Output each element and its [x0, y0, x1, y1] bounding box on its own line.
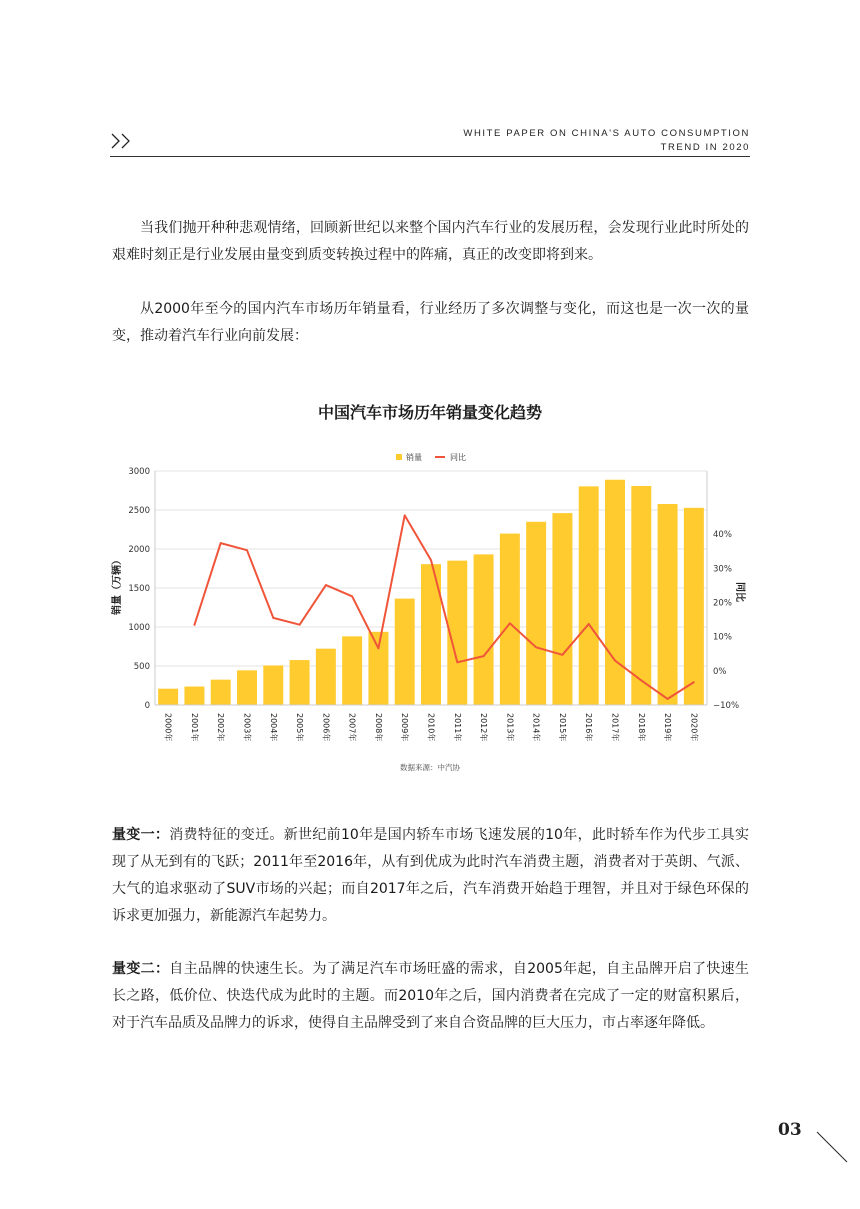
bar — [500, 534, 520, 705]
line-point — [640, 680, 642, 682]
bar — [395, 599, 415, 705]
line-point — [430, 559, 432, 561]
y-tick-label: 0 — [144, 701, 150, 711]
x-tick-label: 2001年 — [189, 713, 199, 742]
bar — [263, 665, 283, 705]
bar — [211, 680, 231, 705]
paragraph-text-1: 消费特征的变迁。新世纪前10年是国内轿车市场飞速发展的10年，此时轿车作为代步工具实现了从无到有的飞跃；2011年至2016年，从有到优成为此时汽车消费主题，消费者对于英朗、气派、大气的追求驱动了SUV市场的兴起；而自2017年之后，汽车消费开始趋于理智，并且对于绿色环保的诉求更加强力，新能源汽车起势力。 — [112, 827, 749, 924]
header-line-1: WHITE PAPER ON CHINA'S AUTO CONSUMPTION — [463, 128, 750, 139]
y-tick-label: 500 — [133, 662, 150, 672]
bar — [605, 480, 625, 705]
sales-trend-chart — [100, 390, 760, 780]
line-point — [614, 660, 616, 662]
x-tick-label: 2010年 — [426, 713, 436, 742]
y2-tick-label: 30% — [713, 564, 732, 575]
line-point — [456, 661, 458, 663]
line-point — [588, 623, 590, 625]
line-point — [483, 655, 485, 657]
x-tick-label: 2005年 — [295, 713, 305, 742]
page-number: 03 — [778, 1120, 802, 1140]
bar — [658, 504, 678, 705]
x-tick-label: 2016年 — [584, 713, 594, 742]
chart-legend — [396, 452, 466, 462]
line-point — [246, 549, 248, 551]
paragraph-text-2: 自主品牌的快速生长。为了满足汽车市场旺盛的需求，自2005年起，自主品牌开启了快速生长之路，低价位、快迭代成为此时的主题。而2010年之后，国内消费者在完成了一定的财富积累后，对于汽车品质及品牌力的诉求，使得自主品牌受到了来自合资品牌的巨大压力，市占率逐年降低。 — [112, 961, 749, 1031]
bar — [237, 670, 257, 705]
x-tick-label: 2000年 — [163, 713, 173, 742]
x-tick-label: 2004年 — [268, 713, 278, 742]
x-tick-label: 2018年 — [636, 713, 646, 742]
bar — [368, 632, 388, 705]
corner-diagonal-line — [815, 1130, 849, 1164]
legend-label-line: 同比 — [450, 453, 466, 462]
legend-swatch-bar — [396, 454, 402, 460]
line-point — [562, 654, 564, 656]
y2-tick-label: 10% — [713, 632, 732, 643]
line-point — [194, 624, 196, 626]
intro-paragraph-2: 从2000年至今的国内汽车市场历年销量看，行业经历了多次调整与变化，而这也是一次一次的量变，推动着汽车行业向前发展： — [112, 301, 749, 344]
header-divider — [110, 156, 750, 157]
bar — [631, 486, 651, 705]
y-tick-label: 2000 — [128, 545, 150, 555]
y2-axis-label: 同比 — [734, 582, 745, 602]
y-tick-label: 3000 — [128, 467, 150, 477]
bar — [526, 522, 546, 705]
line-point — [509, 622, 511, 624]
y-tick-label: 1000 — [128, 623, 150, 633]
x-tick-label: 2007年 — [347, 713, 357, 742]
y2-tick-label: 0% — [713, 666, 727, 677]
line-point — [325, 584, 327, 586]
line-point — [535, 646, 537, 648]
chart-source: 数据来源：中汽协 — [400, 763, 460, 772]
bar — [316, 649, 336, 705]
x-tick-label: 2006年 — [321, 713, 331, 742]
line-point — [693, 681, 695, 683]
bar — [579, 486, 599, 705]
chevron-double-right-icon — [110, 132, 134, 150]
line-point — [351, 595, 353, 597]
x-tick-label: 2003年 — [242, 713, 252, 742]
x-tick-label: 2009年 — [400, 713, 410, 742]
y2-tick-label: −10% — [713, 701, 740, 711]
x-tick-label: 2013年 — [505, 713, 515, 742]
chart-title: 中国汽车市场历年销量变化趋势 — [317, 403, 543, 422]
paragraph-lead-1: 量变一： — [112, 827, 170, 843]
legend-label-bar: 销量 — [406, 453, 422, 462]
line-point — [667, 698, 669, 700]
y2-tick-label: 20% — [713, 598, 732, 609]
line-point — [272, 617, 274, 619]
bar — [184, 687, 204, 705]
x-tick-label: 2012年 — [479, 713, 489, 742]
bar — [552, 513, 572, 705]
y-axis-label: 销量（万辆） — [112, 555, 123, 615]
x-tick-label: 2014年 — [531, 713, 541, 742]
bar — [342, 636, 362, 705]
line-point — [220, 542, 222, 544]
y-tick-label: 1500 — [128, 584, 150, 594]
header-line-2: TREND IN 2020 — [660, 142, 750, 153]
body-paragraph-1 — [112, 822, 749, 930]
line-point — [299, 624, 301, 626]
report-title-header — [463, 127, 750, 155]
y2-tick-label: 40% — [713, 530, 732, 541]
bar — [290, 660, 310, 705]
bar — [684, 508, 704, 705]
line-point — [378, 647, 380, 649]
paragraph-lead-2: 量变二： — [112, 961, 170, 977]
x-tick-label: 2008年 — [373, 713, 383, 742]
x-tick-label: 2020年 — [689, 713, 699, 742]
body-paragraph-2 — [112, 956, 749, 1037]
bar — [158, 689, 178, 705]
x-tick-label: 2019年 — [663, 713, 673, 742]
x-tick-label: 2015年 — [557, 713, 567, 742]
y-tick-label: 2500 — [128, 506, 150, 516]
x-tick-label: 2002年 — [216, 713, 226, 742]
line-point — [404, 514, 406, 516]
bar — [474, 554, 494, 705]
intro-paragraph-1: 当我们抛开种种悲观情绪，回顾新世纪以来整个国内汽车行业的发展历程，会发现行业此时所处的艰难时刻正是行业发展由量变到质变转换过程中的阵痛，真正的改变即将到来。 — [112, 220, 749, 263]
x-tick-label: 2017年 — [610, 713, 620, 742]
x-tick-label: 2011年 — [452, 713, 462, 742]
